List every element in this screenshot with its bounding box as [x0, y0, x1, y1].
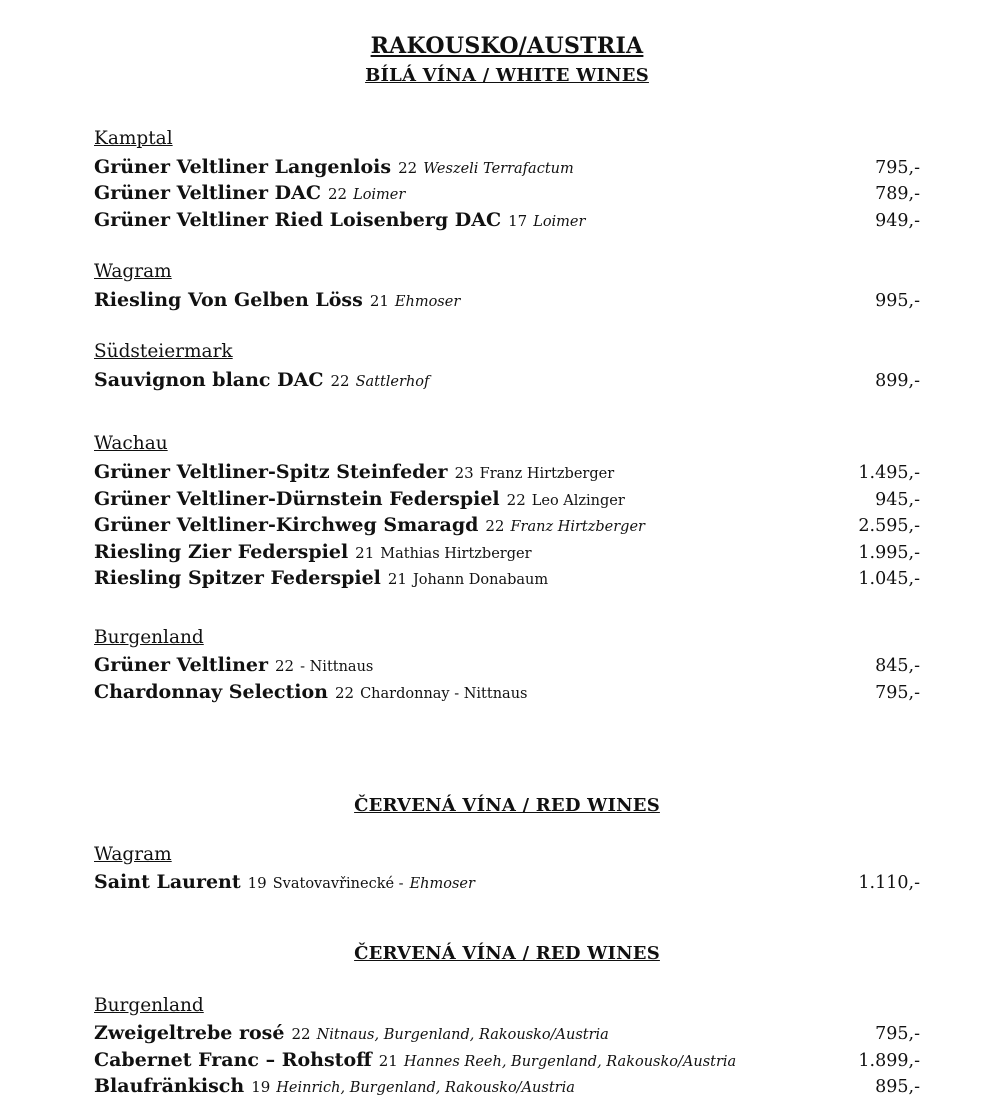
wine-vintage: 17 — [508, 211, 528, 230]
wine-price: 949,- — [875, 210, 920, 231]
wine-name: Riesling Zier Federspiel — [94, 540, 349, 563]
wine-vintage: 19 — [251, 1078, 271, 1097]
wine-vintage: 22 — [485, 517, 505, 536]
wine-row — [94, 1021, 920, 1048]
wine-price: 845,- — [875, 656, 920, 677]
wine-producer: Johann Donabaum — [412, 572, 549, 589]
wine-name: Chardonnay Selection — [94, 681, 328, 704]
wine-name: Blaufränkisch — [94, 1075, 245, 1098]
wine-producer: Chardonnay - Nittnaus — [360, 686, 528, 703]
wine-vintage: 21 — [369, 291, 389, 310]
wine-producer: Ehmoser — [394, 293, 461, 310]
wine-name: Riesling Spitzer Federspiel — [94, 567, 381, 590]
wine-producer: Ehmoser — [409, 876, 475, 893]
wine-price: 795,- — [875, 157, 920, 178]
region-group-burgenland-red — [94, 994, 920, 1101]
wine-row — [94, 680, 920, 707]
region-heading: Kamptal — [94, 128, 173, 149]
wine-vintage: 21 — [355, 543, 375, 562]
region-heading: Wagram — [94, 261, 172, 283]
wine-row — [94, 208, 920, 235]
region-group-wagram-red — [94, 843, 920, 897]
wine-producer: Weszeli Terrafactum — [423, 160, 574, 177]
wine-name: Riesling Von Gelben Löss — [94, 288, 363, 311]
wine-row — [94, 368, 920, 395]
wine-producer: Leo Alzinger — [531, 492, 625, 509]
wine-vintage: 22 — [506, 490, 526, 509]
wine-producer: - Nittnaus — [300, 659, 374, 676]
wine-producer: Hannes Reeh, Burgenland, Rakousko/Austria — [403, 1053, 737, 1070]
wine-vintage: 22 — [334, 684, 355, 703]
wine-vintage: 19 — [247, 874, 267, 893]
region-heading: Wagram — [94, 843, 172, 865]
red-wines-heading-1: ČERVENÁ VÍNA / RED WINES — [354, 794, 660, 816]
wine-producer: Loimer — [533, 213, 586, 230]
wine-price: 1.045,- — [858, 569, 920, 590]
wine-price: 1.495,- — [858, 462, 920, 483]
wine-vintage: 22 — [275, 657, 295, 676]
wine-row — [94, 155, 920, 182]
wine-row — [94, 1048, 920, 1075]
wine-producer: Franz Hirtzberger — [510, 519, 645, 536]
region-group-wachau — [94, 432, 920, 592]
white-wines-heading: BÍLÁ VÍNA / WHITE WINES — [365, 65, 649, 86]
wine-price: 995,- — [875, 290, 920, 311]
region-group-sudsteiermark — [94, 340, 920, 394]
wine-producer: Svatovavřinecké - — [272, 876, 404, 893]
red-wines-heading-2: ČERVENÁ VÍNA / RED WINES — [354, 942, 660, 964]
wine-price: 1.110,- — [858, 873, 920, 894]
wine-row — [94, 566, 920, 593]
wine-name: Grüner Veltliner DAC — [94, 182, 321, 205]
region-group-burgenland-white — [94, 626, 920, 707]
wine-price: 895,- — [875, 1077, 920, 1098]
wine-name: Sauvignon blanc DAC — [94, 368, 324, 391]
wine-price: 1.899,- — [858, 1050, 920, 1071]
region-heading: Burgenland — [94, 626, 204, 648]
wine-vintage: 22 — [327, 185, 348, 204]
wine-vintage: 21 — [378, 1051, 398, 1070]
wine-price: 795,- — [875, 1024, 920, 1045]
wine-producer: Heinrich, Burgenland, Rakousko/Austria — [276, 1080, 575, 1097]
wine-price: 1.995,- — [858, 542, 920, 563]
wine-name: Grüner Veltliner-Spitz Steinfeder — [94, 460, 448, 483]
wine-row — [94, 540, 920, 567]
wine-price: 2.595,- — [858, 516, 920, 537]
page-title: RAKOUSKO/AUSTRIA — [370, 33, 644, 59]
wine-row — [94, 513, 920, 540]
wine-name: Grüner Veltliner Langenlois — [94, 155, 392, 178]
wine-vintage: 23 — [454, 463, 474, 482]
wine-name: Zweigeltrebe rosé — [94, 1022, 285, 1045]
wine-vintage: 22 — [291, 1025, 311, 1044]
wine-name: Saint Laurent — [94, 871, 241, 894]
wine-row — [94, 1074, 920, 1101]
wine-price: 795,- — [875, 683, 920, 704]
region-group-kamptal — [94, 127, 920, 234]
wine-price: 945,- — [875, 489, 920, 510]
region-heading: Burgenland — [94, 994, 204, 1016]
wine-price: 899,- — [875, 370, 920, 391]
region-heading: Südsteiermark — [94, 341, 233, 363]
wine-row — [94, 653, 920, 680]
wine-producer: Franz Hirtzberger — [479, 465, 615, 482]
region-heading: Wachau — [94, 433, 168, 455]
wine-price: 789,- — [875, 184, 920, 205]
wine-row — [94, 288, 920, 315]
wine-name: Grüner Veltliner-Dürnstein Federspiel — [94, 487, 500, 510]
wine-row — [94, 487, 920, 514]
wine-name: Grüner Veltliner-Kirchweg Smaragd — [94, 514, 479, 537]
region-group-wagram-white — [94, 260, 920, 314]
wine-row — [94, 460, 920, 487]
wine-vintage: 21 — [387, 570, 407, 589]
wine-producer: Nitnaus, Burgenland, Rakousko/Austria — [316, 1027, 609, 1044]
wine-row — [94, 181, 920, 208]
wine-producer: Sattlerhof — [355, 373, 430, 390]
wine-name: Grüner Veltliner — [94, 654, 269, 677]
wine-producer: Mathias Hirtzberger — [380, 545, 532, 562]
wine-vintage: 22 — [330, 371, 350, 390]
wine-producer: Loimer — [353, 187, 406, 204]
wine-name: Cabernet Franc – Rohstoff — [94, 1048, 372, 1071]
wine-name: Grüner Veltliner Ried Loisenberg DAC — [94, 208, 502, 231]
wine-vintage: 22 — [398, 158, 418, 177]
wine-row — [94, 870, 920, 897]
